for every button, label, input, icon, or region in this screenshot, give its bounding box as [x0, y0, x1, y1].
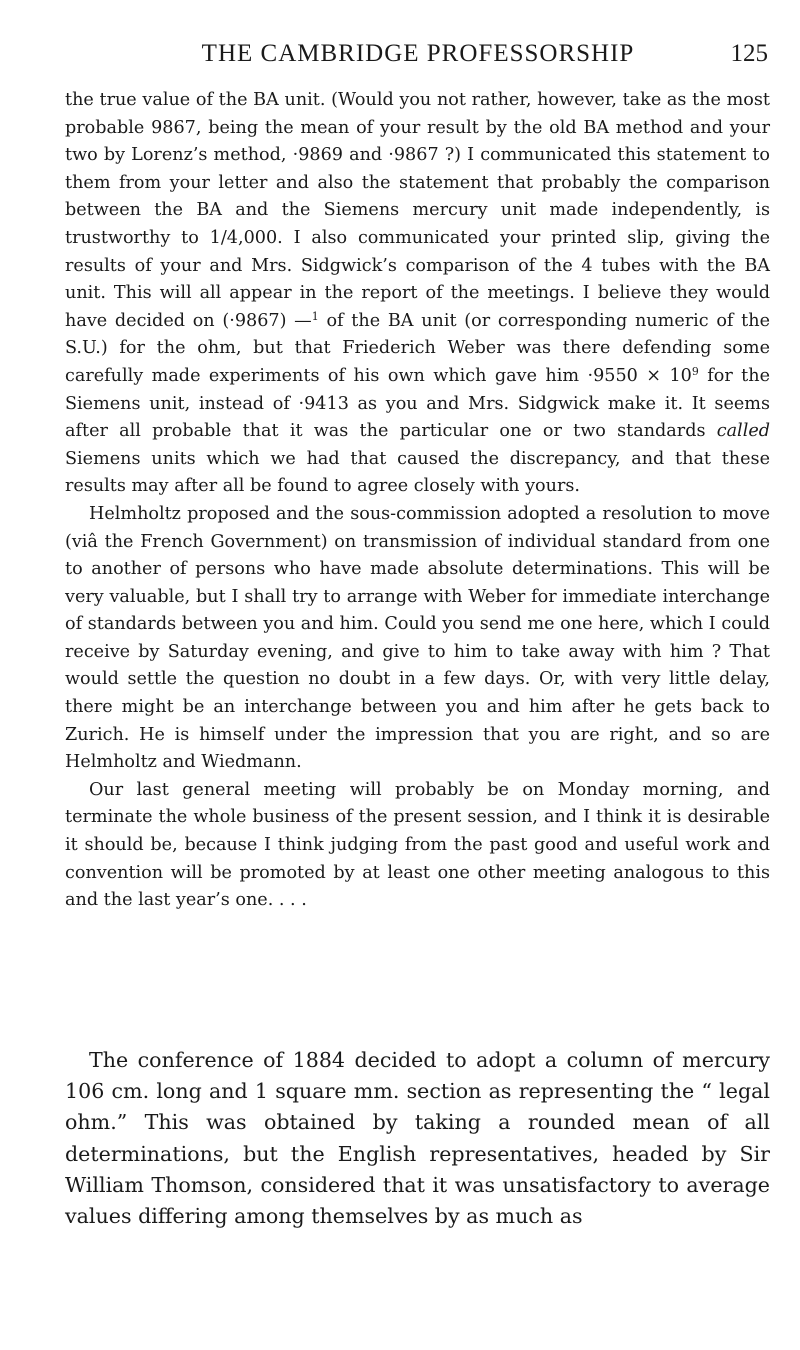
italic-word: called: [716, 421, 770, 442]
letter-paragraph-1: [65, 87, 770, 501]
letter-paragraph-1-part-d: Siemens units which we had that caused the discrepancy, and that these results may after all be found to agree closely with yours.: [65, 448, 770, 497]
letter-paragraph-1-part-c: for the Siemens unit, instead of ·9413 as you and Mrs. Sidgwick make it. It seems after all probable that it was the particular one or two standards: [65, 365, 770, 442]
running-title: THE CAMBRIDGE PROFESSORSHIP: [201, 40, 635, 67]
letter-paragraph-1-part-b: of the BA unit (or corresponding numeric of the S.U.) for the ohm, but that Friederich Weber was there defending some carefully made experiments of his own which gave him ·9550 × 10: [65, 310, 770, 386]
running-head: [68, 38, 768, 78]
quoted-letter: [65, 87, 770, 915]
letter-paragraph-1-part-a: the true value of the BA unit. (Would you not rather, however, take as the most probable 9867, being the mean of your result by the old BA method and your two by Lorenz’s method, ·9869 and ·9867 ?) I communicated this statement to them from your letter and also the statement that probably the comparison between the BA and the Siemens mercury unit made independently, is trustworthy to 1/4,000. I also communicated your printed slip, giving the results of your and Mrs. Sidgwick’s comparison of the 4 tubes with the BA unit. This will all appear in the report of the meetings. I believe they would have decided on (·9867) —: [65, 90, 770, 331]
commentary-paragraph-1: The conference of 1884 decided to adopt a column of mercury 106 cm. long and 1 square mm. section as representing the “ legal ohm.” This was obtained by taking a rounded mean of all determinations, but the English representatives, headed by Sir William Thomson, considered that it was unsatisfactory to average values differing among themselves by as much as: [65, 1048, 770, 1229]
page-number: 125: [730, 40, 768, 67]
commentary-text: [65, 1045, 770, 1232]
footnote-marker: 1: [311, 309, 319, 323]
letter-paragraph-3: Our last general meeting will probably be on Monday morning, and terminate the whole business of the present session, and I think it is desirable it should be, because I think judging from the past good and useful work and convention will be promoted by at least one other meeting analogous to this and the last year’s one. . . .: [65, 779, 770, 911]
exponent: 9: [691, 364, 699, 378]
letter-paragraph-2: Helmholtz proposed and the sous-commission adopted a resolution to move (viâ the French Government) on transmission of individual standard from one to another of persons who have made absolute determinations. This will be very valuable, but I shall try to arrange with Weber for immediate interchange of standards between you and him. Could you send me one here, which I could receive by Saturday evening, and give to him to take away with him ? That would settle the question no doubt in a few days. Or, with very little delay, there might be an interchange between you and him after he gets back to Zurich. He is himself under the impression that you are right, and so are Helmholtz and Wiedmann.: [65, 503, 770, 773]
